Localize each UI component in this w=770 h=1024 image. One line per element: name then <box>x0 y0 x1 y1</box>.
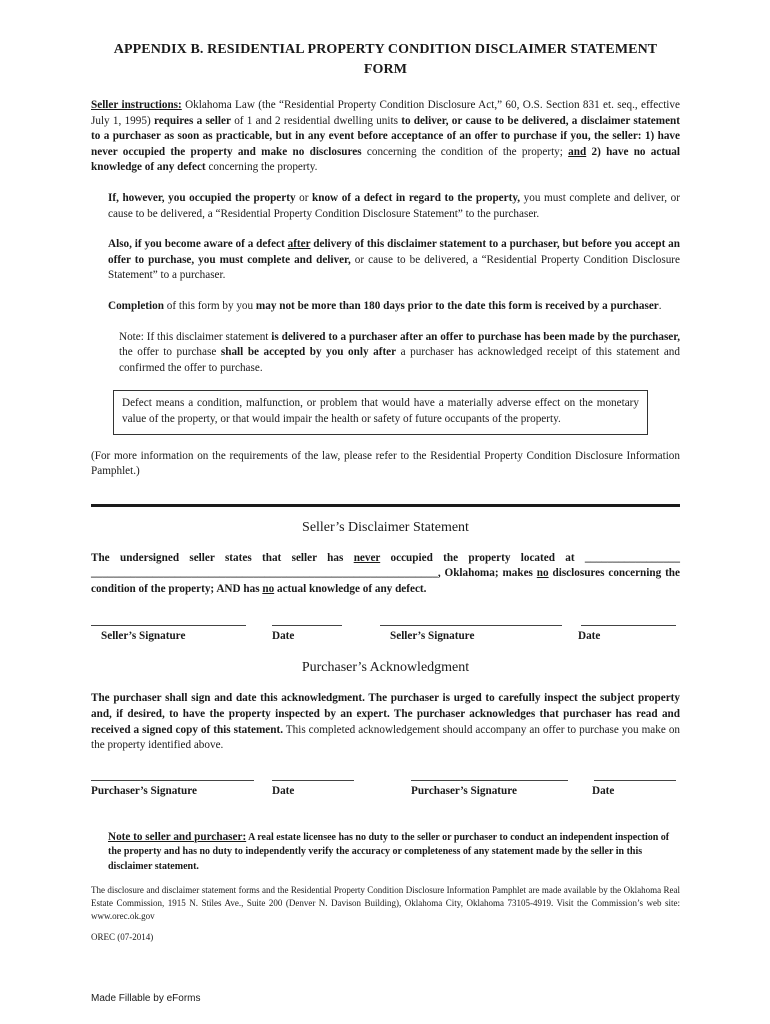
seller-signature-line-2[interactable] <box>380 625 562 626</box>
seller-signature-row <box>91 625 680 659</box>
seller-date-line-2[interactable] <box>581 625 676 626</box>
eforms-credit: Made Fillable by eForms <box>91 993 201 1004</box>
instructions-label: Seller instructions: <box>91 99 182 111</box>
page-title: APPENDIX B. RESIDENTIAL PROPERTY CONDITION DISCLAIMER STATEMENT FORM <box>113 42 658 77</box>
final-note: Note to seller and purchaser: A real estate licensee has no duty to the seller or purchaser to conduct an independent inspection of the property and has no duty to independently verify the accuracy or completeness of any statement made by the seller in this disclaimer statement. <box>108 830 670 872</box>
property-address-blank-2[interactable]: ______________________________________________________________ <box>91 567 438 580</box>
seller-instructions: Seller instructions: Oklahoma Law (the “Residential Property Condition Disclosure Act,” 60, O.S. Section 831 et. seq., effective July 1, 1995) requires a seller of 1 and 2 residential dwelling units to deliver, or cause to be delivered, a disclaimer statement to a purchaser as soon as practicable, but in any event before acceptance of an offer to purchase if you, the seller: 1) have never occupied the property and make no disclosures concerning the condition of the property; and 2) have no actual knowledge of any defect concerning the property. <box>91 99 681 174</box>
seller-date-line-1[interactable] <box>272 625 342 626</box>
seller-signature-label-2: Seller’s Signature <box>390 630 475 643</box>
purchaser-date-label-1: Date <box>272 784 295 797</box>
purchaser-signature-line-2[interactable] <box>411 780 568 781</box>
seller-section-heading: Seller’s Disclaimer Statement <box>302 519 469 535</box>
defect-definition-box: Defect means a condition, malfunction, or problem that would have a materially adverse effect on the monetary value of the property, or that would impair the health or safety of future occupants of the property. <box>113 390 648 434</box>
property-address-blank[interactable]: _________________ <box>584 551 680 564</box>
purchaser-date-line-2[interactable] <box>594 780 676 781</box>
completion-paragraph: Completion of this form by you may not be more than 180 days prior to the date this form is received by a purchaser. <box>108 299 662 312</box>
section-divider <box>91 504 680 507</box>
however-paragraph: If, however, you occupied the property or know of a defect in regard to the property, you must complete and deliver, or cause to be delivered, a “Residential Property Condition Disclosure Statement” to the purchaser. <box>108 191 680 220</box>
seller-signature-label-1: Seller’s Signature <box>101 630 186 643</box>
seller-statement: The undersigned seller states that seller has never occupied the property located at _________________ ______________________________________________________________, Oklahoma; makes no disclosures concerning the condition of the property; AND has no actual knowledge of any defect. <box>91 551 680 595</box>
form-page <box>91 40 680 944</box>
seller-signature-line-1[interactable] <box>91 625 246 626</box>
purchaser-signature-label-1: Purchaser’s Signature <box>91 784 197 797</box>
seller-date-label-2: Date <box>578 630 601 643</box>
purchaser-signature-label-2: Purchaser’s Signature <box>411 784 517 797</box>
purchaser-acknowledgment-text: The purchaser shall sign and date this acknowledgment. The purchaser is urged to carefully inspect the subject property and, if desired, to have the property inspected by an expert. The purchaser acknowledges that purchaser has read and received a signed copy of this statement. This completed acknowledgement should accompany an offer to purchase you make on the property identified above. <box>91 692 681 752</box>
purchaser-signature-line-1[interactable] <box>91 780 254 781</box>
form-code: OREC (07-2014) <box>91 932 154 943</box>
purchaser-signature-row <box>91 780 680 814</box>
seller-date-label-1: Date <box>272 630 295 643</box>
purchaser-date-line-1[interactable] <box>272 780 354 781</box>
purchaser-section-heading: Purchaser’s Acknowledgment <box>301 660 470 676</box>
also-paragraph: Also, if you become aware of a defect after delivery of this disclaimer statement to a purchaser, but before you accept an offer to purchase, you must complete and deliver, or cause to be delivered, a “Residential Property Condition Disclosure Statement” to a purchaser. <box>108 238 680 282</box>
more-info-paragraph: (For more information on the requirements of the law, please refer to the Residential Property Condition Disclosure Information Pamphlet.) <box>91 449 680 478</box>
note-paragraph: Note: If this disclaimer statement is delivered to a purchaser after an offer to purchase has been made by the purchaser, the offer to purchase shall be accepted by you only after a purchaser has acknowledged receipt of this statement and confirmed the offer to purchase. <box>119 330 681 374</box>
purchaser-date-label-2: Date <box>592 784 615 797</box>
footer-text: The disclosure and disclaimer statement forms and the Residential Property Condition Disclosure Information Pamphlet are made available by the Oklahoma Real Estate Commission, 1915 N. Stiles Ave., Suite 200 (Denver N. Davison Building), Oklahoma City, Oklahoma 73105-4919. Visit the Commission’s web site: www.orec.ok.gov <box>91 885 680 922</box>
